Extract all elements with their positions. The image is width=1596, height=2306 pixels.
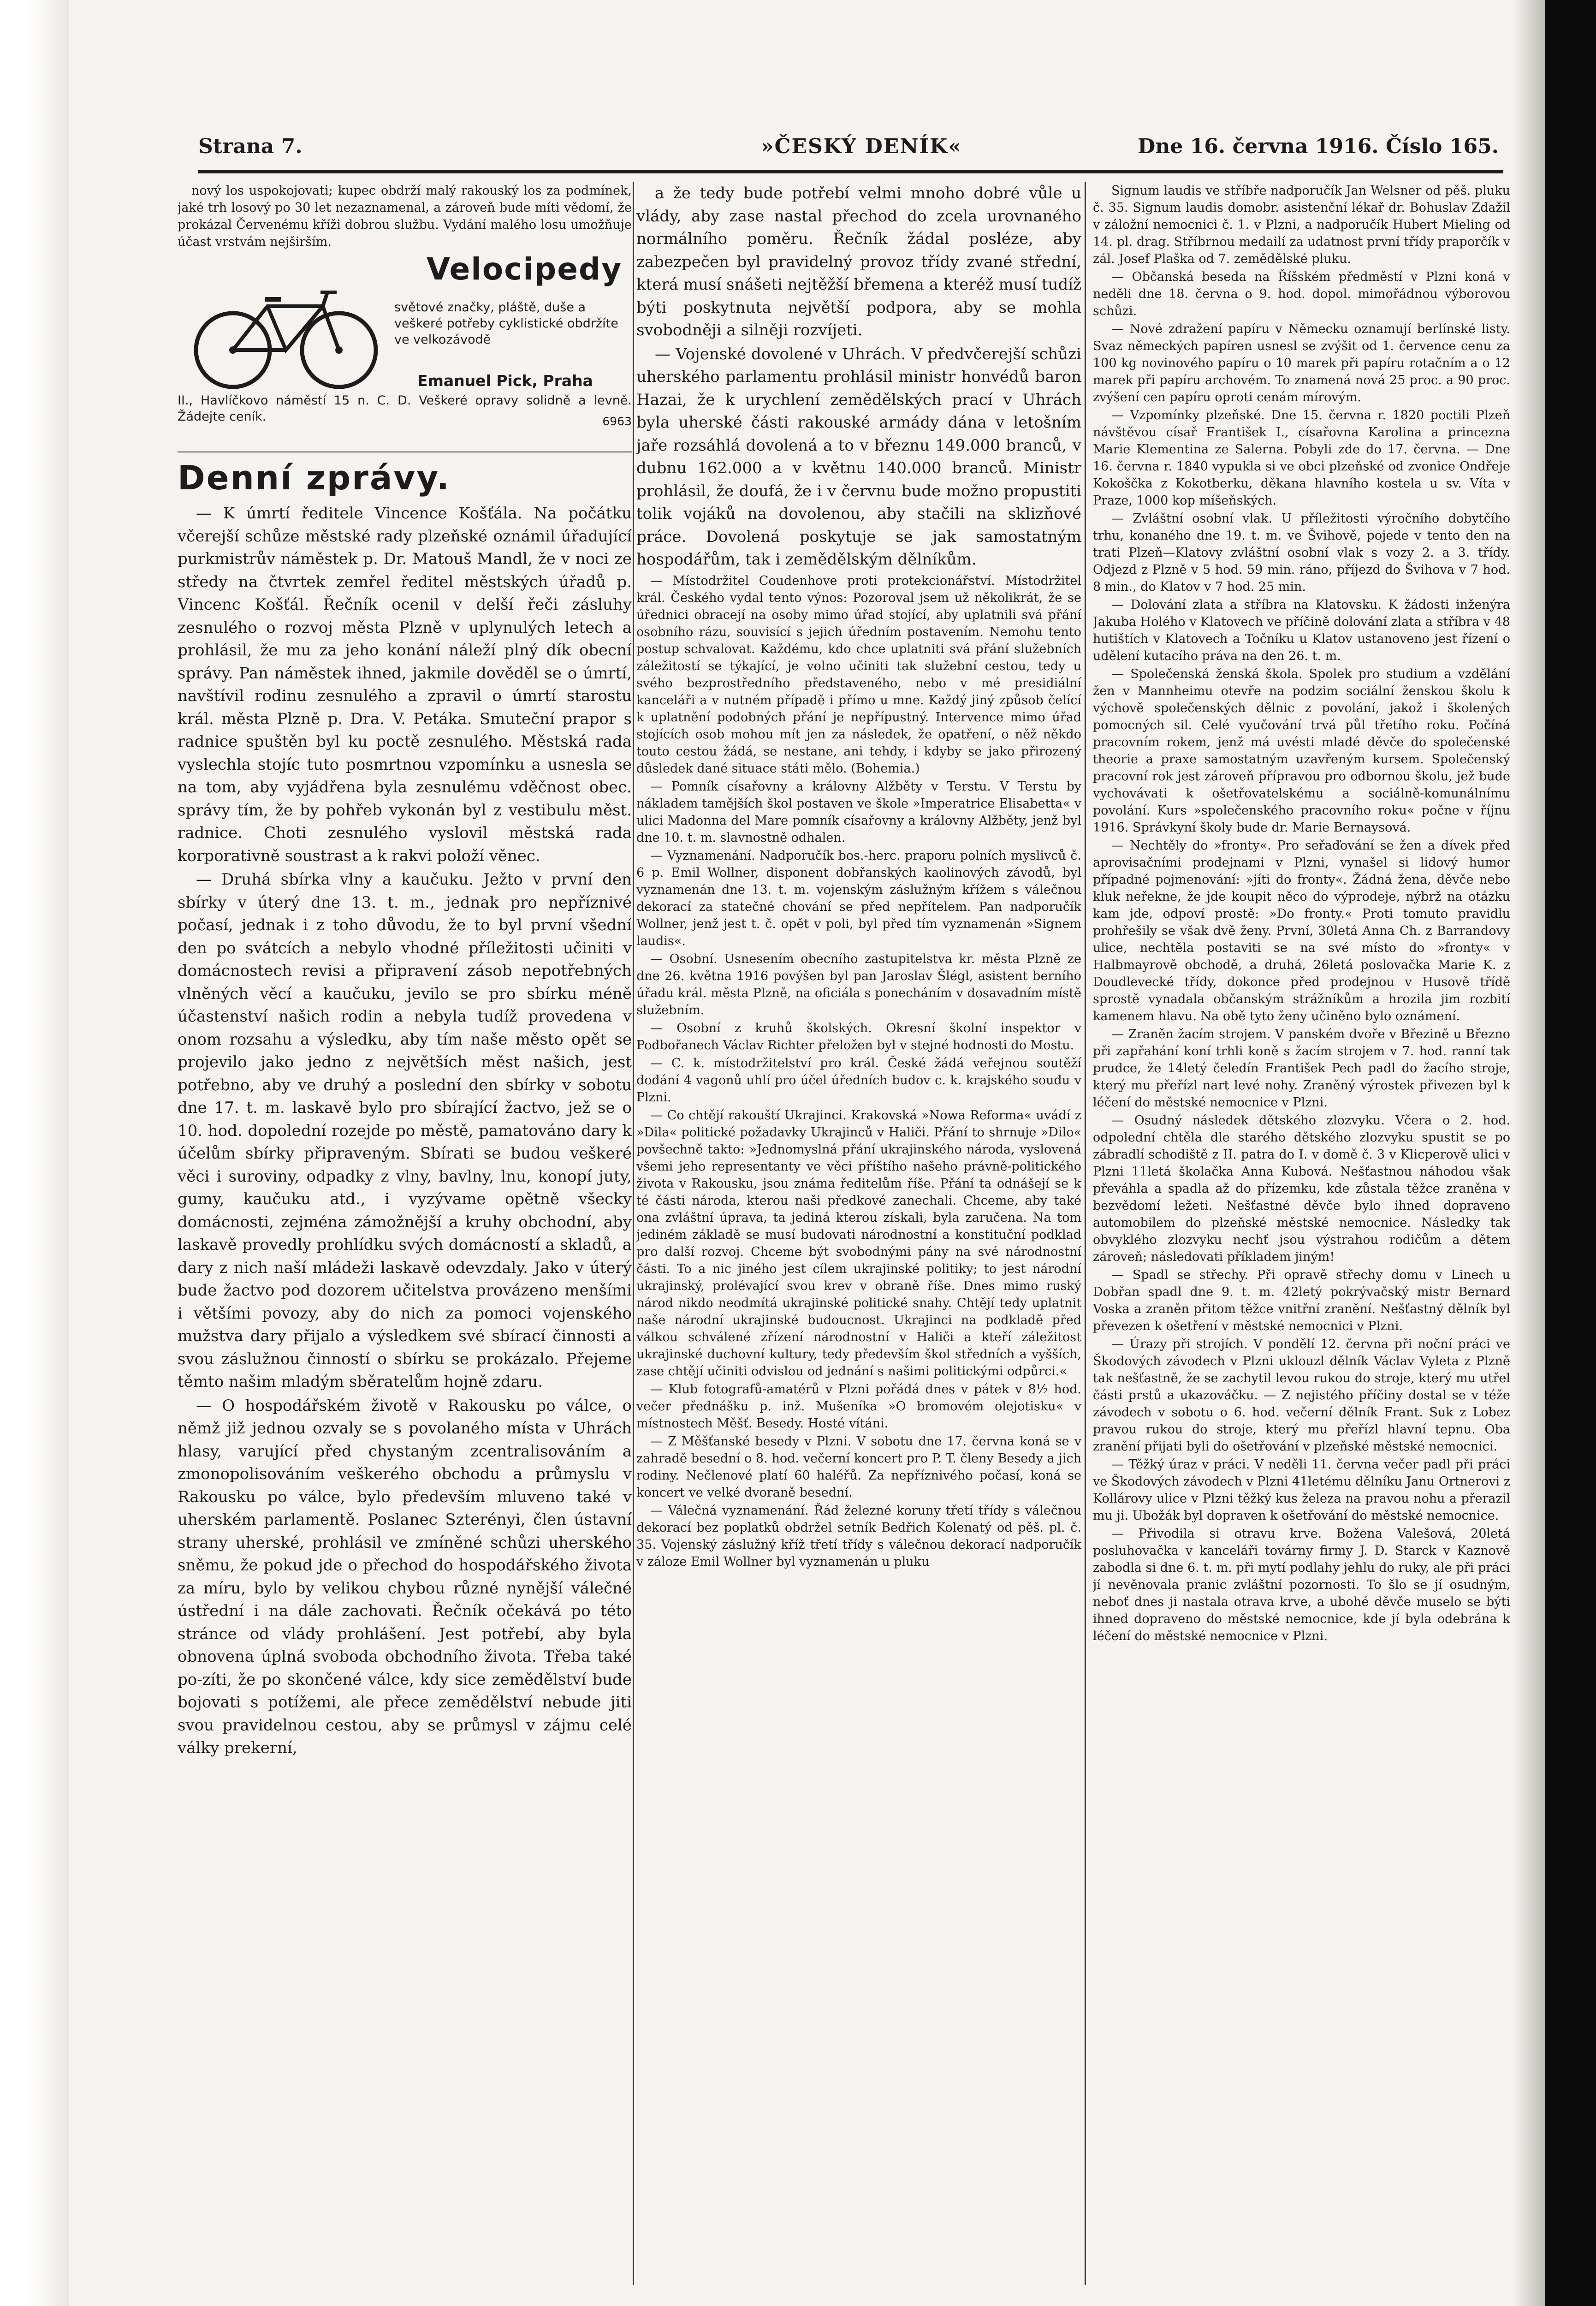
news-item: — Osobní. Usnesením obecního zastupitelstva kr. města Plzně ze dne 26. května 1916 povýšen byl pan Jaroslav Šlégl, asistent berního úřadu král. města Plzně, na oficiála s ponecháním v dosavadním místě služebním. xyxy=(636,951,1081,1017)
news-item: — Vzpomínky plzeňské. Dne 15. června r. 1820 poctili Plzeň návštěvou císař František I., císařovna Karolina a princezna Marie Klementina ze Salerna. Pobyli zde do 17. června. — Dne 16. června r. 1840 vypukla si ve obci plzeňské od zvonice Ondřeje Kokoščka z Kokotberku, děkana hlavního kostela u sv. Víta v Praze, 1000 kop míšeňských. xyxy=(1093,408,1510,508)
news-item: — Dolování zlata a stříbra na Klatovsku. K žádosti inženýra Jakuba Holého v Klatovech ve příčině dolování zlata a stříbra v 48 hutištích v Klatovech a Točníku u Klatov ustanoveno jest řízení o udělení kutacího práva na den 26. t. m. xyxy=(1093,598,1510,663)
ad-number: 6963 xyxy=(602,415,632,428)
news-item: — Přivodila si otravu krve. Božena Valešová, 20letá posluhovačka v kanceláři továrny firmy J. D. Starck v Kaznově zabodla si dne 6. t. m. při mytí podlahy jehlu do ruky, ale při práci jí nevěnovala pranic zvláštní pozornosti. To šlo se jí osudným, neboť dnes ji nastala otrava krve, a ubohé děvče muselo se býti ihned dopraveno do městské nemocnice, kde jí byla odebrána k léčení do městské nemocnice v Plzni. xyxy=(1093,1527,1510,1643)
news-item: — Nové zdražení papíru v Německu oznamují berlínské listy. Svaz německých papíren usnesl se zvýšit od 1. července cenu za 100 kg novinového papíru o 10 marek při papíru rotačním a o 12 marek při papíru archovém. To znamená nová 25 proc. a 90 proc. zvýšení cen papíru oproti cenám mírovým. xyxy=(1093,322,1510,404)
page-number: Strana 7. xyxy=(198,135,303,158)
news-item: — Vyznamenání. Nadporučík bos.-herc. praporu polních myslivců č. 6 p. Emil Wollner, disponent dobřanských kaolinových závodů, byl vyznamenán dne 13. t. m. vojenským záslužným křížem s válečnou dekorací za statečné chování se před nepřítelem. Pan nadporučík Wollner, jenž jest t. č. opět v poli, byl před tím vyznamenán »Signem laudis«. xyxy=(636,848,1081,948)
news-item: — Klub fotografů-amatérů v Plzni pořádá dnes v pátek v 8½ hod. večer přednášku p. inž. Mušeníka »O bromovém olejotisku« v místnostech Měšť. Besedy. Hosté vítáni. xyxy=(636,1382,1081,1431)
column-2 xyxy=(636,182,1081,2285)
news-item: — Zraněn žacím strojem. V panském dvoře v Březině u Březno při zapřahání koní trhli koně s žacím strojem v 7. hod. ranní tak prudce, že 14letý čeledín František Pech padl do žacího stroje, který mu přeřízl nart levé nohy. Zraněný výrostek přivezen byl k léčení do městské nemocnice v Plzni. xyxy=(1093,1027,1510,1110)
news-item: Signum laudis ve stříbře nadporučík Jan Welsner od pěš. pluku č. 35. Signum laudis domobr. asistenční lékař dr. Bohuslav Zdažil v záložní nemocnici č. 1. v Plzni, a nadporučík Hubert Mieling od 14. pl. drag. Stříbrnou medailí za udatnost první třídy praporčík v zál. Josef Plaška od 7. zemědělské pluku. xyxy=(1093,184,1510,266)
news-item: — C. k. místodržitelství pro král. České žádá veřejnou soutěží dodání 4 vagonů uhlí pro účel úředních budov c. k. krajského soudu v Plzni. xyxy=(636,1056,1081,1105)
news-item: — Válečná vyznamenání. Řád železné koruny třetí třídy s válečnou dekorací bez poplatků obdržel setník Bedřich Kolenatý od pěš. pl. č. 35. Vojenský záslužný kříž třetí třídy s válečnou dekorací nadporučík v záloze Emil Wollner byl vyznamenán u pluku xyxy=(636,1503,1081,1569)
article: — Druhá sbírka vlny a kaučuku. Ježto v první den sbírky v úterý dne 13. t. m., jednak pro nepříznivé počasí, jednak i z toho důvodu, že to byl první všední den po svátcích a nebylo vhodné příležitosti učiniti v domácnostech revisi a připravení zásob nepotřebných vlněných věcí a kaučuku, jevilo se pro sbírku méně účastenství našich rodin a nebyla tudíž provedena v onom rozsahu a výsledku, aby tím naše město opět se projevilo jako jedno z největších měst našich, jest potřebno, aby ve druhý a poslední den sbírky v sobotu dne 17. t. m. laskavě bylo pro sbírající žactvo, jež se o 10. hod. dopolední rozejde po městě, pamatováno dary k účelům sbírky připraveným. Sbírati se budou veškeré věci i suroviny, odpadky z vlny, bavlny, lnu, konopí juty, gumy, kaučuku atd., i vyzývame opětně všecky domácnosti, zejména zámožnější a kruhy obchodní, aby laskavě provedly prohlídku svých domácností a skladů, a dary z nich naší mládeži laskavě odevzdaly. Jako v úterý bude žactvo pod dozorem učitelstva provázeno menšími i většími povozy, aby do nich za pomoci vojenského mužstva dary přijalo a výsledkem své sbírací činnosti a svou záslužnou činností o sbírku se prokázalo. Přejeme těmto našim mladým sběratelům hojně zdaru. xyxy=(178,870,632,1391)
news-item: — Pomník císařovny a královny Alžběty v Terstu. V Terstu by nákladem tamějších škol postaven ve škole »Imperatrice Elisabetta« v ulici Madonna del Mare pomník císařovny a královny Alžběty, jenž byl dne 10. t. m. slavnostně odhalen. xyxy=(636,779,1081,845)
news-briefs xyxy=(636,572,1081,1570)
advertisement xyxy=(178,253,632,452)
column-3 xyxy=(1093,182,1510,2285)
article-continuation: nový los uspokojovati; kupec obdrží malý rakouský los za podmínek, jaké trh losový po 30 let nezaznamenal, a zároveň bude míti vědomí, že prokázal Červenému kříži dobrou službu. Vydání malého losu umožňuje účast vrstvám nejširším. xyxy=(178,184,632,249)
news-item: — Občanská beseda na Říšském předměstí v Plzni koná v neděli dne 18. června o 9. hod. dopol. mimořádnou výborovou schůzi. xyxy=(1093,270,1510,318)
newspaper-title: »ČESKÝ DENÍK« xyxy=(761,135,962,158)
article: a že tedy bude potřebí velmi mnoho dobré vůle u vlády, aby zase nastal přechod do zcela urovnaného normálního poměru. Řečník žádal posléze, aby zabezpečen byl pravidelný provoz třídy zvané střední, která musí snášeti nejtěžší břemena a kteréž musí tudíž býti poskytnuta největší podpora, aby se mohla svobodněji a silněji rozvíjeti. xyxy=(636,184,1081,339)
section-title: Denní zprávy. xyxy=(178,458,451,497)
article: — O hospodářském životě v Rakousku po válce, o němž již jednou ozvaly se s povolaného místa v Uhrách hlasy, varující před chystaným zcentralisováním a zmonopolisováním veškerého obchodu a průmyslu v Rakousku po válce, bylo především mluveno také v uherském parlamentě. Poslanec Szterényi, člen ústavní strany uherské, prohlásil ve zmíněné schůzi uherského sněmu, že pokud jde o přechod do hospodářského života za míru, bylo by velikou chybou různé nynější válečné ústřední i na dále zachovati. Řečník očekává po této stránce od vlády prohlášení. Jest potřebí, aby byla obnovena úplná svoboda obchodního života. Třeba také po-zíti, že po skončené válce, kdy sice zemědělství bude bojovati s potížemi, ale přece zemědělství nebude jiti svou pravidelnou cestou, aby se průmysl v zájmu celé války prekerní, xyxy=(178,1396,632,1757)
news-item: — Spadl se střechy. Při opravě střechy domu v Linech u Dobřan spadl dne 9. t. m. 42letý pokrývačský mistr Bernard Voska a zraněn přitom těžce vnitřní zranění. Nešťastný dělník byl převezen k ošetření v městské nemocnici v Plzni. xyxy=(1093,1268,1510,1333)
column-divider xyxy=(1085,182,1086,2285)
ad-title: Velocipedy xyxy=(427,251,623,287)
ad-address: II., Havlíčkovo náměstí 15 n. C. D. Veškeré opravy solidně a levně. Žádejte ceník. xyxy=(178,393,632,424)
issue-date: Dne 16. června 1916. Číslo 165. xyxy=(1138,135,1499,158)
news-item: — Osobní z kruhů školských. Okresní školní inspektor v Podbořanech Václav Richter přeložen byl v stejné hodnosti do Mostu. xyxy=(636,1021,1081,1052)
article: — Vojenské dovolené v Uhrách. V předvčerejší schůzi uherského parlamentu prohlásil ministr honvédů baron Hazai, že k urychlení zemědělských prací v Uhrách byla uherské části rakouské armády dána v letošním jaře rozsáhlá dovolená a to v březnu 149.000 branců, v dubnu 162.000 a v květnu 140.000 branců. Ministr prohlásil, že doufá, že i v červnu bude možno propustiti tolik vojáků na dovolenou, aby stačili na sklizňové práce. Dovolená poskytuje se jak samostatným hospodářům, tak i zemědělským dělníkům. xyxy=(636,345,1081,569)
ad-text: světové značky, pláště, duše a veškeré potřeby cyklistické obdržíte ve velkozávodě xyxy=(394,300,618,347)
scan-margin-right xyxy=(1545,0,1596,2306)
news-item: — Zvláštní osobní vlak. U příležitosti výročního dobytčího trhu, konaného dne 19. t. m. ve Švihově, pojede v tento den na trati Plzeň—Klatovy zvláštní osobní vlak s vozy 2. a 3. třídy. Odjezd z Plzně v 5 hod. 59 min. ráno, příjezd do Švihova v 7 hod. 8 min., do Klatov v 7 hod. 25 min. xyxy=(1093,511,1510,594)
scan-margin-shadow xyxy=(1513,0,1545,2306)
news-item: — Úrazy při strojích. V pondělí 12. června při noční práci ve Škodových závodech v Plzni uklouzl dělník Václav Vyleta z Plzně tak nešťastně, že se zachytil levou rukou do stroje, který mu utřel části prstů a ukazováčku. — Z nejistého příčiny dostal se v téže závodech v sobotu o 6. hod. večerní dělník Frant. Suk z Lobez pravou rukou do stroje, který mu přeřízl hlavní tepnu. Oba zranění přijati byli do ošetřování v plzeňské městské nemocnici. xyxy=(1093,1337,1510,1454)
column-divider xyxy=(633,182,634,2285)
article: — K úmrtí ředitele Vincence Košťála. Na počátku včerejší schůze městské rady plzeňské oznámil úřadující purkmistrův náměstek p. Dr. Matouš Mandl, že v noci ze středy na čtvrtek zemřel ředitel městských úřadů p. Vincenc Košťál. Řečník ocenil v delší řeči zásluhy zesnulého o rozvoj města Plzně v uplynulých letech a prohlásil, že mu za jeho konání náleží plný dík obecní správy. Pan náměstek ihned, jakmile dověděl se o úmrtí, navštívil rodinu zesnulého a zpravil o úmrtí starostu král. města Plzně p. Dra. V. Petáka. Smuteční prapor s radnice spuštěn byl ku poctě zesnulého. Městská rada vyslechla stojíc tuto posmrtnou vzpomínku a usnesla se na tom, aby vyjádřena byla zesnulému vděčnost obec. správy tím, že by pohřeb vykonán byl z vestibulu měst. radnice. Choti zesnulého vyslovil městská rada korporativně soustrast a k rakvi položí věnec. xyxy=(178,504,632,865)
ad-company: Emanuel Pick, Praha xyxy=(417,372,593,390)
column-1 xyxy=(178,182,632,2285)
page-header xyxy=(198,130,1499,167)
bicycle-icon xyxy=(189,285,383,392)
news-item: — Co chtějí rakouští Ukrajinci. Krakovská »Nowa Reforma« uvádí z »Dila« politické požadavky Ukrajinců v Haliči. Přání to shrnuje »Dilo« povšechně takto: »Jednomyslná přání ukrajinského národa, vyslovená všemi jeho representanty ve věci příštího našeho právně-politického života v Rakousku, jsou známa ředitelům říše. Přání ta odnášejí se k té části národa, kterou naši předkové zanechali. Chceme, aby také ona zvláštní úprava, ta jediná kterou získali, byla zaručena. Na tom jediném základě se musí budovati národnostní a konstituční podklad pro další rozvoj. Chceme být svobodnými pány na své národnostní části. To a nic jiného jest cílem ukrajinské politiky; to jest národní ukrajinský, prolévající svou krev v obraně říše. Dnes mimo ruský národ nikdo neodmítá ukrajinské politické snahy. Chtějí tedy uplatnit naše národní ukrajinské budoucnost. Ukrajinci na podkladě před válkou schválené zřízení národnostní v Haliči a kteří záležitost ukrajinské duchovní kultury, tedy především škol středních a vyšších, zase chtějí učiniti odvislou od jednání s našimi politickými odpůrci.« xyxy=(636,1108,1081,1379)
header-rule xyxy=(198,170,1503,173)
news-item: — Osudný následek dětského zlozvyku. Včera o 2. hod. odpolední chtěla dle starého dětského zlozvyku spustit se po zábradlí schodiště z II. patra do I. v domě č. 3 v Klicperově ulici v Plzni 11letá školačka Anna Kubová. Nešťastnou náhodou však převáhla a spadla až do přízemku, kde zůstala těžce zraněna v bezvědomí ležeti. Nešťastné děvče bylo ihned dopraveno automobilem do plzeňské městské nemocnice. Následky tak obvyklého zlozvyku nechť jsou výstrahou rodičům a dětem zároveň; následovati příkladem jiným! xyxy=(1093,1113,1510,1264)
news-item: — Z Měšťanské besedy v Plzni. V sobotu dne 17. června koná se v zahradě besední o 8. hod. večerní koncert pro P. T. členy Besedy a jich rodiny. Nečlenové platí 60 haléřů. Za nepříznivého počasí, koná se koncert ve velké dvoraně besední. xyxy=(636,1434,1081,1500)
news-item: — Společenská ženská škola. Spolek pro studium a vzdělání žen v Mannheimu otevře na podzim sociální ženskou školu k výchově společenských dělnic z povolání, jakož i školených pomocných sil. Celé vyučování trvá půl třetího roku. Počíná pracovním rokem, jenž má uvésti mladé děvče do společenské theorie a praxe samostatným uzavřeným kursem. Společenský pracovní rok jest zároveň přípravou pro odbornou školu, jež bude vychovávati k ošetřovatelskému a sociálně-komunálnímu povolání. Kurs »společenského pracovního roku« počne v říjnu 1916. Správkyní školy bude dr. Marie Bernaysová. xyxy=(1093,667,1510,835)
news-item: — Nechtěly do »fronty«. Pro seřaďování se žen a dívek před aprovisačními prodejnami v Plzni, vynašel si lidový humor případné pojmenování: »jíti do fronty«. Žádná žena, děvče nebo kluk neřekne, že jde koupit něco do výprodeje, nýbrž na otázku kam jde, odpoví prostě: »Do fronty.« Proti tomuto pravidlu prohřešily se však dvě ženy. První, 30letá Anna Ch. z Barrandovy ulice, nechtěla postaviti se na své místo do »fronty« v Halbmayrově obchodě, a druhá, 26letá poslovačka Marie K. z Doudlevecké třídy, dokonce před prodejnou v Husově třídě sprostě vynadala občanským strážníkům a hrozila jim rozbití kamenem hlavu. Na obě tyto ženy učiněno bylo oznámení. xyxy=(1093,838,1510,1023)
scan-margin-left xyxy=(0,0,69,2306)
news-item: — Těžký úraz v práci. V neděli 11. června večer padl při práci ve Škodových závodech v Plzni 41letému dělníku Janu Ortnerovi z Kollárovy ulice v Plzni těžký kus železa na pravou nohu a přerazil mu ji. Ubožák byl dopraven k ošetřování do městské nemocnice. xyxy=(1093,1457,1510,1523)
news-item: — Místodržitel Coudenhove proti protekcionářství. Místodržitel král. Českého vydal tento výnos: Pozoroval jsem už několikrát, že se úřednici obracejí na osoby mimo úřad stojící, aby uplatnili svá přání osobního rázu, souvisící s jejich úředním postavením. Nemohu tento postup schvalovat. Každému, kdo chce uplatniti svá přání služebních záležitostí se týkající, je volno učiniti tak služební cestou, tedy u svého bezprostředního představeného, nebo v mé presidiální kanceláři a v nutném případě i přímo u mne. Každý jiný způsob čelící k uplatnění podobných přání je nepřípustný. Intervence mimo úřad stojících osob mohou mít jen za následek, že opatření, o něž někdo touto cestou žádá, se nestane, ani tehdy, i kdyby se jako přirozený důsledek dané situace státi mělo. (Bohemia.) xyxy=(636,573,1081,776)
